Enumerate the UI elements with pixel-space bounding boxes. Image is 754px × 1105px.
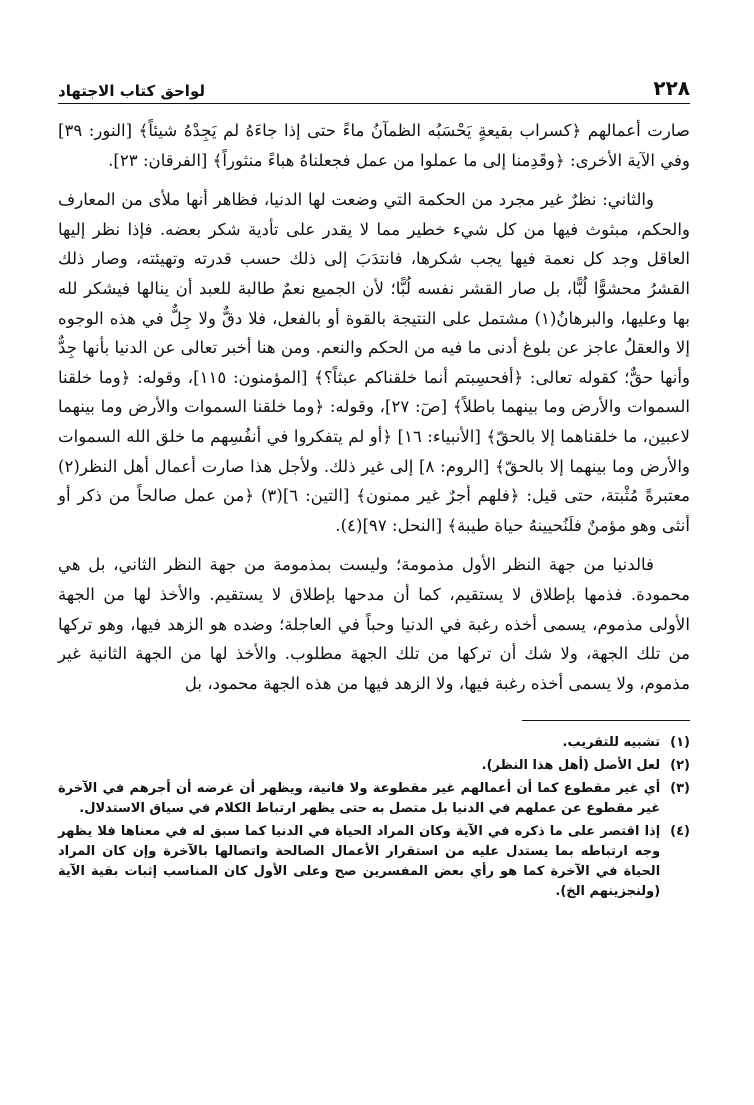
footnote-1 [58, 733, 690, 753]
footnotes [58, 733, 690, 902]
page-number: ٢٢٨ [653, 76, 690, 100]
running-title: لواحق كتاب الاجتهاد [58, 82, 205, 100]
footnote-3 [58, 779, 690, 819]
paragraph-1: صارت أعمالهم ﴿كسراب بقيعةٍ يَحْسَبُه الظمآنُ ماءً حتى إذا جاءَهُ لم يَجِدْهُ شيئاً﴾ [النور: ٣٩] وفي الآية الأخرى: ﴿وقَدِمنا إلى ما عملوا من عمل فجعلناهُ هباءً منثوراً﴾ [الفرقان: ٢٣]. [58, 121, 690, 170]
footnote-text: تشبيه للتقريب. [562, 735, 661, 751]
main-text [58, 116, 690, 698]
footnote-2 [58, 756, 690, 776]
footnote-text: لعل الأصل (أهل هذا النظر). [481, 758, 661, 774]
book-page [58, 70, 690, 905]
footnote-number: (١) [670, 735, 690, 751]
footnote-number: (٤) [670, 824, 690, 840]
footnote-4 [58, 822, 690, 902]
footnote-text: أي غير مقطوع كما أن أعمالهم غير مقطوعة ولا فانية، ويظهر أن غرضه أن أجرهم في الآخرة غير مقطوع عن عملهم في الدنيا بل متصل به حتى يظهر ارتباط الكلام في سياق الاستدلال. [58, 781, 661, 817]
page-header [58, 70, 690, 104]
footnote-divider [522, 720, 690, 721]
paragraph-3: فالدنيا من جهة النظر الأول مذمومة؛ وليست بمذمومة من جهة النظر الثاني، بل هي محمودة. فذمها بإطلاق لا يستقيم، كما أن مدحها بإطلاق لا يستقيم. والأخذ لها من الجهة الأولى مذموم، يسمى أخذه رغبة في الدنيا وحباً في العاجلة؛ وضده هو الزهد فيها، وهو تركها من تلك الجهة، ولا شك أن تركها من تلك الجهة مطلوب. والأخذ لها من الجهة الثانية غير مذموم، ولا يسمى أخذه رغبة فيها، ولا الزهد فيها من هذه الجهة محمود، بل [58, 555, 690, 693]
footnote-text: إذا اقتصر على ما ذكره في الآية وكان المراد الحياة في الدنيا كما سبق له في معناها فلا يظهر وجه ارتباطه بما يستدل عليه من استقرار الأعمال الصالحة واتصالها بالآخرة وإن كان المراد الحياة في الآخرة كما هو رأي بعض المفسرين صح وعلى الأول كان المناسب إثبات بقية الآية (ولنجزينهم الخ). [58, 824, 661, 900]
footnote-number: (٢) [670, 758, 690, 774]
paragraph-2: والثاني: نظرٌ غير مجرد من الحكمة التي وضعت لها الدنيا، فظاهر أنها ملأى من المعارف والحكم، مبثوث فيها من كل شيء خطير مما لا يقدر على تأدية شكر بعضه. فإذا نظر إليها العاقل وجد كل نعمة فيها يجب شكرها، فانتدَبَ إلى ذلك حسب قدرته وتهيئته، وصار ذلك القشرُ محشوًّا لُبًّا، بل صار القشر نفسه لُبًّا؛ لأن الجميع نعمٌ طالبة للعبد أن ينالها فيشكر لله بها وعليها، والبرهانُ(١) مشتمل على النتيجة بالقوة أو بالفعل، فلا دقٌّ ولا جِلٌّ في هذه الوجوه إلا والعقلُ عاجز عن بلوغ أدنى ما فيه من الحكم والنعم. ومن هنا أخبر تعالى عن الدنيا بأنها جِدٌّ وأنها حقٌّ؛ كقوله تعالى: ﴿أفحسِبتم أنما خلقناكم عبثاً؟﴾ [المؤمنون: ١١٥]، وقوله: ﴿وما خلقنا السموات والأرض وما بينهما باطلاً﴾ [صٓ: ٢٧]، وقوله: ﴿وما خلقنا السموات والأرض وما بينهما لاعبين، ما خلقناهما إلا بالحقّ﴾ [الأنبياء: ١٦] ﴿أو لم يتفكروا في أنفُسِهم ما خلق الله السموات والأرض وما بينهما إلا بالحقّ﴾ [الروم: ٨] إلى غير ذلك. ولأجل هذا صارت أعمال أهل النظر(٢) معتبرةً مُثْبتة، حتى قيل: ﴿فلهم أجرٌ غير ممنون﴾ [التين: ٦](٣) ﴿من عمل صالحاً من ذكر أو أنثى وهو مؤمنٌ فلَنُحيينهُ حياة طيبة﴾ [النحل: ٩٧](٤). [58, 190, 691, 535]
footnote-number: (٣) [670, 781, 690, 797]
